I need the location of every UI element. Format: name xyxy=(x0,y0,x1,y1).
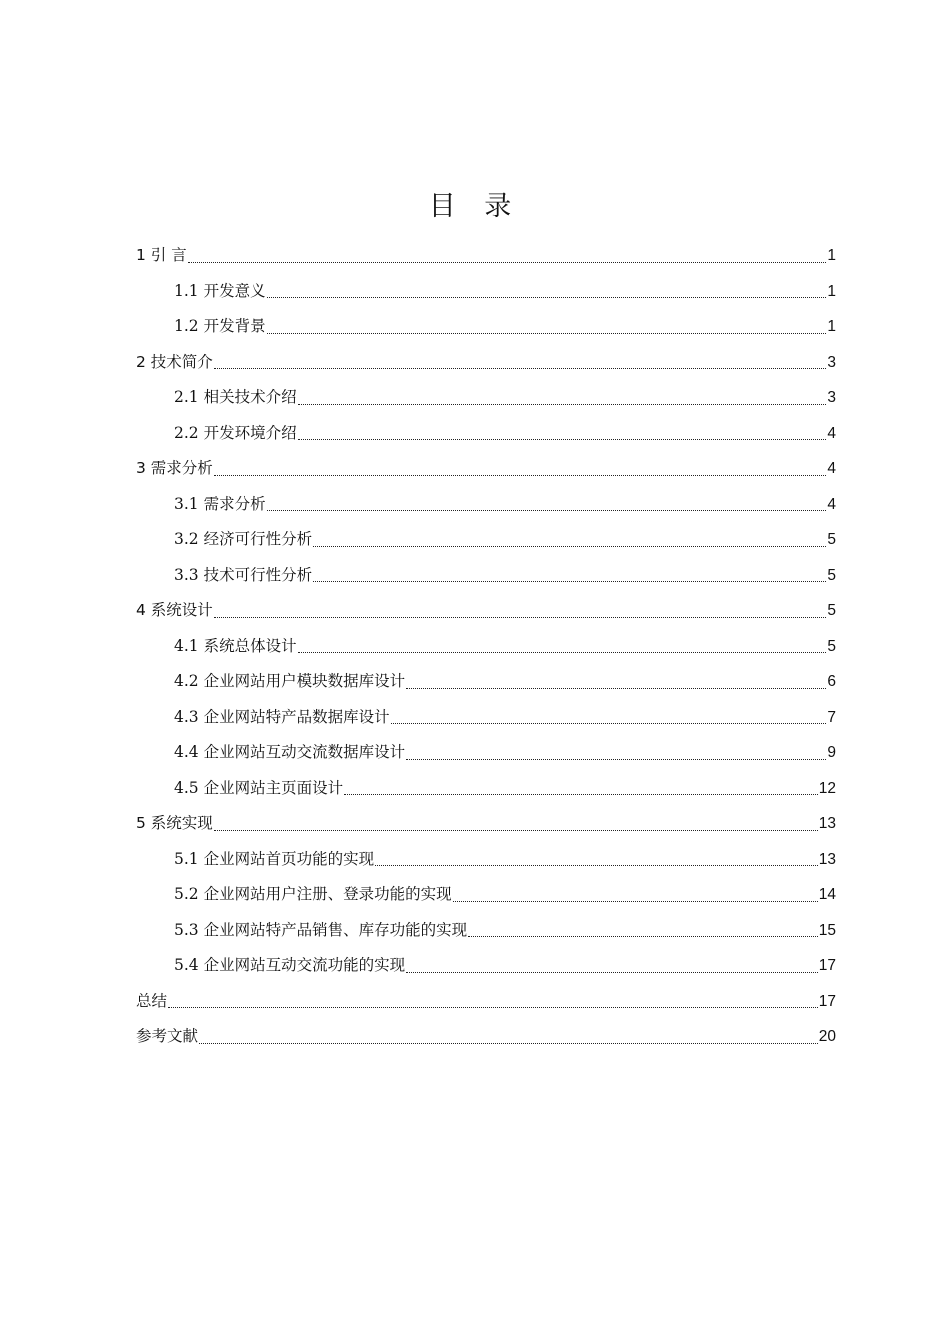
toc-dot-leader xyxy=(406,971,818,973)
toc-dot-leader xyxy=(468,935,818,937)
toc-dot-leader xyxy=(267,332,827,334)
toc-entry-page-number: 1 xyxy=(827,318,836,335)
toc-entry-label: 1.2 开发背景 xyxy=(174,317,266,335)
toc-dot-leader xyxy=(375,864,818,866)
toc-dot-leader xyxy=(168,1006,818,1008)
toc-entry[interactable] xyxy=(136,274,836,310)
toc-entry-page-number: 1 xyxy=(827,282,836,300)
toc-entry[interactable] xyxy=(136,238,836,274)
toc-entry[interactable] xyxy=(136,593,836,629)
page-title: 目 录 xyxy=(428,191,522,222)
toc-entry-page-number: 5 xyxy=(827,566,836,584)
toc-dot-leader xyxy=(188,261,827,263)
toc-entry[interactable] xyxy=(136,700,836,736)
toc-entry-label: 2 技术简介 xyxy=(136,352,213,371)
toc-entry[interactable] xyxy=(136,522,836,558)
toc-entry-label: 参考文献 xyxy=(136,1027,199,1045)
toc-dot-leader xyxy=(267,296,827,298)
toc-entry-label: 4.2 企业网站用户模块数据库设计 xyxy=(174,672,406,690)
toc-dot-leader xyxy=(199,1042,818,1044)
toc-dot-leader xyxy=(267,509,827,511)
toc-entry-label: 2.1 相关技术介绍 xyxy=(174,388,297,406)
toc-entry-label: 2.2 开发环境介绍 xyxy=(174,423,297,442)
toc-entry-page-number: 4 xyxy=(827,424,836,442)
toc-entry[interactable] xyxy=(136,345,836,381)
toc-entry[interactable] xyxy=(136,664,836,700)
toc-entry-page-number: 12 xyxy=(818,779,836,797)
toc-entry-page-number: 5 xyxy=(827,531,836,548)
toc-entry-page-number: 4 xyxy=(827,460,836,477)
toc-entry[interactable] xyxy=(136,416,836,452)
toc-entry-page-number: 14 xyxy=(818,886,836,903)
toc-entry-label: 1.1 开发意义 xyxy=(174,281,266,300)
toc-entry[interactable] xyxy=(136,487,836,523)
toc-entry-page-number: 17 xyxy=(818,957,836,974)
toc-entry-label: 3 需求分析 xyxy=(136,459,213,477)
toc-entry[interactable] xyxy=(136,984,836,1020)
toc-entry-page-number: 20 xyxy=(818,1028,836,1045)
toc-entry-label: 4 系统设计 xyxy=(136,601,213,619)
toc-entry-page-number: 4 xyxy=(827,495,836,513)
toc-entry[interactable] xyxy=(136,629,836,665)
toc-entry-label: 1 引 言 xyxy=(136,246,187,264)
toc-entry[interactable] xyxy=(136,913,836,949)
toc-entry-page-number: 5 xyxy=(827,637,836,655)
toc-entry[interactable] xyxy=(136,771,836,807)
toc-dot-leader xyxy=(298,651,827,653)
toc-entry-page-number: 3 xyxy=(827,389,836,406)
toc-entry[interactable] xyxy=(136,309,836,345)
toc-entry-label: 5.2 企业网站用户注册、登录功能的实现 xyxy=(174,885,452,903)
toc-dot-leader xyxy=(214,367,827,369)
toc-entry-label: 3.2 经济可行性分析 xyxy=(174,530,313,548)
toc-entry-label: 5.3 企业网站特产品销售、库存功能的实现 xyxy=(174,920,468,939)
table-of-contents xyxy=(136,238,836,1055)
toc-entry-page-number: 9 xyxy=(827,744,836,761)
toc-entry[interactable] xyxy=(136,735,836,771)
toc-entry-label: 3.3 技术可行性分析 xyxy=(174,565,313,584)
toc-entry[interactable] xyxy=(136,1019,836,1055)
toc-dot-leader xyxy=(453,900,818,902)
toc-entry-page-number: 6 xyxy=(827,673,836,690)
toc-dot-leader xyxy=(214,616,827,618)
toc-entry-page-number: 13 xyxy=(818,815,836,832)
toc-dot-leader xyxy=(298,403,827,405)
toc-entry-page-number: 1 xyxy=(827,247,836,264)
toc-dot-leader xyxy=(313,580,826,582)
toc-entry-label: 4.5 企业网站主页面设计 xyxy=(174,778,344,797)
toc-entry[interactable] xyxy=(136,380,836,416)
toc-entry-label: 5.4 企业网站互动交流功能的实现 xyxy=(174,956,406,974)
toc-dot-leader xyxy=(344,793,818,795)
toc-entry[interactable] xyxy=(136,451,836,487)
toc-dot-leader xyxy=(313,545,826,547)
toc-entry-page-number: 13 xyxy=(818,850,836,868)
toc-dot-leader xyxy=(214,474,827,476)
toc-dot-leader xyxy=(406,687,826,689)
toc-entry-label: 3.1 需求分析 xyxy=(174,494,266,513)
toc-entry[interactable] xyxy=(136,877,836,913)
toc-entry-label: 4.1 系统总体设计 xyxy=(174,636,297,655)
toc-entry-label: 4.3 企业网站特产品数据库设计 xyxy=(174,707,390,726)
toc-entry-label: 4.4 企业网站互动交流数据库设计 xyxy=(174,743,406,761)
toc-entry-label: 5 系统实现 xyxy=(136,814,213,832)
toc-dot-leader xyxy=(391,722,827,724)
toc-dot-leader xyxy=(214,829,818,831)
toc-entry-page-number: 7 xyxy=(827,708,836,726)
toc-entry-label: 5.1 企业网站首页功能的实现 xyxy=(174,849,375,868)
toc-entry[interactable] xyxy=(136,948,836,984)
toc-dot-leader xyxy=(406,758,826,760)
toc-entry-page-number: 3 xyxy=(827,353,836,371)
toc-entry[interactable] xyxy=(136,842,836,878)
toc-entry-label: 总结 xyxy=(136,991,168,1010)
toc-entry-page-number: 5 xyxy=(827,602,836,619)
toc-entry-page-number: 15 xyxy=(818,921,836,939)
toc-entry[interactable] xyxy=(136,806,836,842)
toc-dot-leader xyxy=(298,438,827,440)
toc-entry[interactable] xyxy=(136,558,836,594)
toc-entry-page-number: 17 xyxy=(818,992,836,1010)
